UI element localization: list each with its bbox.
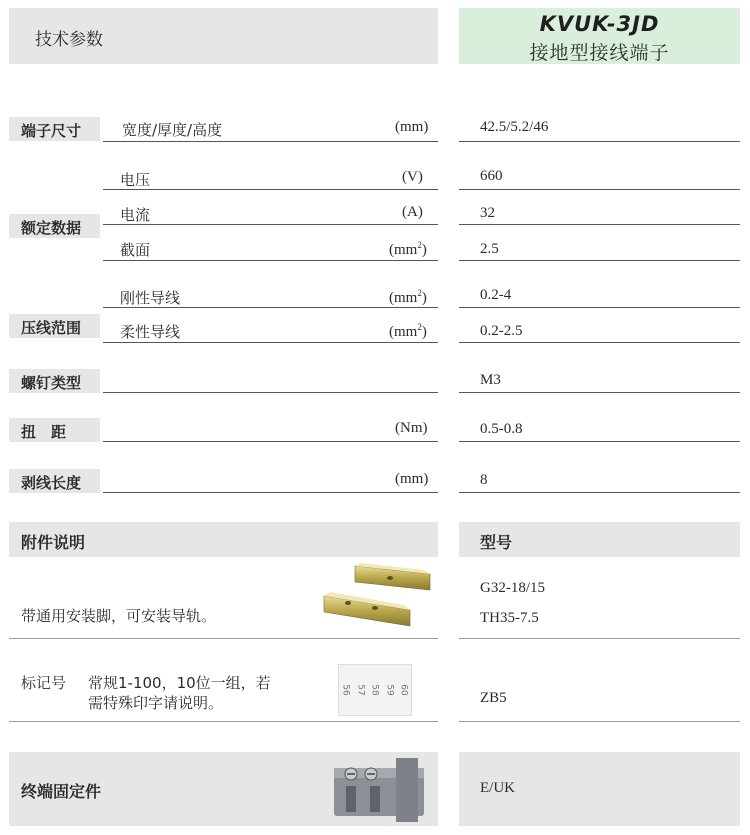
divider	[103, 441, 438, 442]
divider	[103, 307, 438, 308]
divider	[9, 638, 438, 639]
terminal-size-unit: (mm)	[395, 119, 429, 135]
divider	[103, 141, 438, 142]
divider	[459, 224, 740, 225]
marker-label: 标记号	[21, 674, 67, 692]
divider	[459, 307, 740, 308]
marker-number: 60	[398, 684, 409, 696]
divider	[459, 392, 740, 393]
clamp-range-label: 压线范围	[9, 314, 100, 338]
terminal-size-label: 端子尺寸	[9, 117, 100, 141]
strip-unit: (mm)	[395, 471, 429, 487]
marker-model: ZB5	[480, 690, 507, 706]
divider	[103, 492, 438, 493]
divider	[459, 189, 740, 190]
marker-number: 59	[384, 684, 395, 696]
voltage-unit: (V)	[402, 169, 423, 185]
flexible-value: 0.2-2.5	[480, 323, 523, 339]
rail-model-2: TH35-7.5	[480, 610, 539, 626]
divider	[459, 721, 740, 722]
model-header: 型号	[459, 522, 740, 557]
divider	[103, 260, 438, 261]
din-rail-image	[320, 560, 435, 630]
divider	[103, 224, 438, 225]
terminal-size-value: 42.5/5.2/46	[480, 119, 549, 135]
model-number: KVUK-3JD	[539, 12, 660, 36]
screw-value: M3	[480, 372, 501, 388]
end-bracket-image	[326, 756, 436, 824]
section-name: 截面	[120, 241, 151, 259]
marker-strip-image	[338, 664, 412, 716]
torque-unit: (Nm)	[395, 420, 428, 436]
divider	[103, 189, 438, 190]
header-right	[459, 8, 740, 64]
voltage-name: 电压	[120, 171, 151, 189]
torque-label: 扭 距	[9, 418, 100, 442]
accessories-header: 附件说明	[9, 522, 438, 557]
divider	[459, 141, 740, 142]
section-unit: $(mm^2)$	[389, 240, 427, 258]
divider	[459, 342, 740, 343]
current-name: 电流	[120, 206, 151, 224]
flexible-unit: $(mm^2)$	[389, 322, 427, 340]
end-fixer-label: 终端固定件	[21, 782, 102, 801]
divider	[9, 721, 438, 722]
marker-text-1: 常规1-100，10位一组，若	[88, 674, 271, 692]
rigid-unit: $(mm^2)$	[389, 288, 427, 306]
terminal-size-param: 宽度/厚度/高度	[122, 121, 223, 139]
current-value: 32	[480, 205, 495, 221]
section-value: 2.5	[480, 241, 499, 257]
current-unit: (A)	[402, 204, 423, 220]
screw-label: 螺钉类型	[9, 369, 100, 393]
end-fixer-model: E/UK	[480, 780, 515, 796]
torque-value: 0.5-0.8	[480, 421, 523, 437]
divider	[459, 492, 740, 493]
strip-value: 8	[480, 472, 488, 488]
marker-number: 58	[369, 684, 380, 696]
rigid-value: 0.2-4	[480, 287, 512, 303]
product-subtitle: 接地型接线端子	[529, 42, 670, 64]
marker-number: 56	[341, 684, 352, 696]
divider	[459, 441, 740, 442]
header-title: 技术参数	[35, 30, 103, 50]
divider	[103, 392, 438, 393]
divider	[459, 260, 740, 261]
end-fixer-cell	[9, 752, 438, 826]
rated-label: 额定数据	[9, 214, 100, 238]
marker-text-2: 需特殊印字请说明。	[88, 694, 224, 712]
flexible-name: 柔性导线	[120, 323, 181, 341]
divider	[459, 638, 740, 639]
voltage-value: 660	[480, 168, 503, 184]
end-fixer-model-cell	[459, 752, 740, 826]
rigid-name: 刚性导线	[120, 289, 181, 307]
rail-model-1: G32-18/15	[480, 580, 545, 596]
divider	[103, 342, 438, 343]
strip-label: 剥线长度	[9, 469, 100, 493]
mounting-text: 带通用安装脚，可安装导轨。	[21, 607, 217, 625]
header-left	[9, 8, 438, 64]
marker-number: 57	[355, 684, 366, 696]
